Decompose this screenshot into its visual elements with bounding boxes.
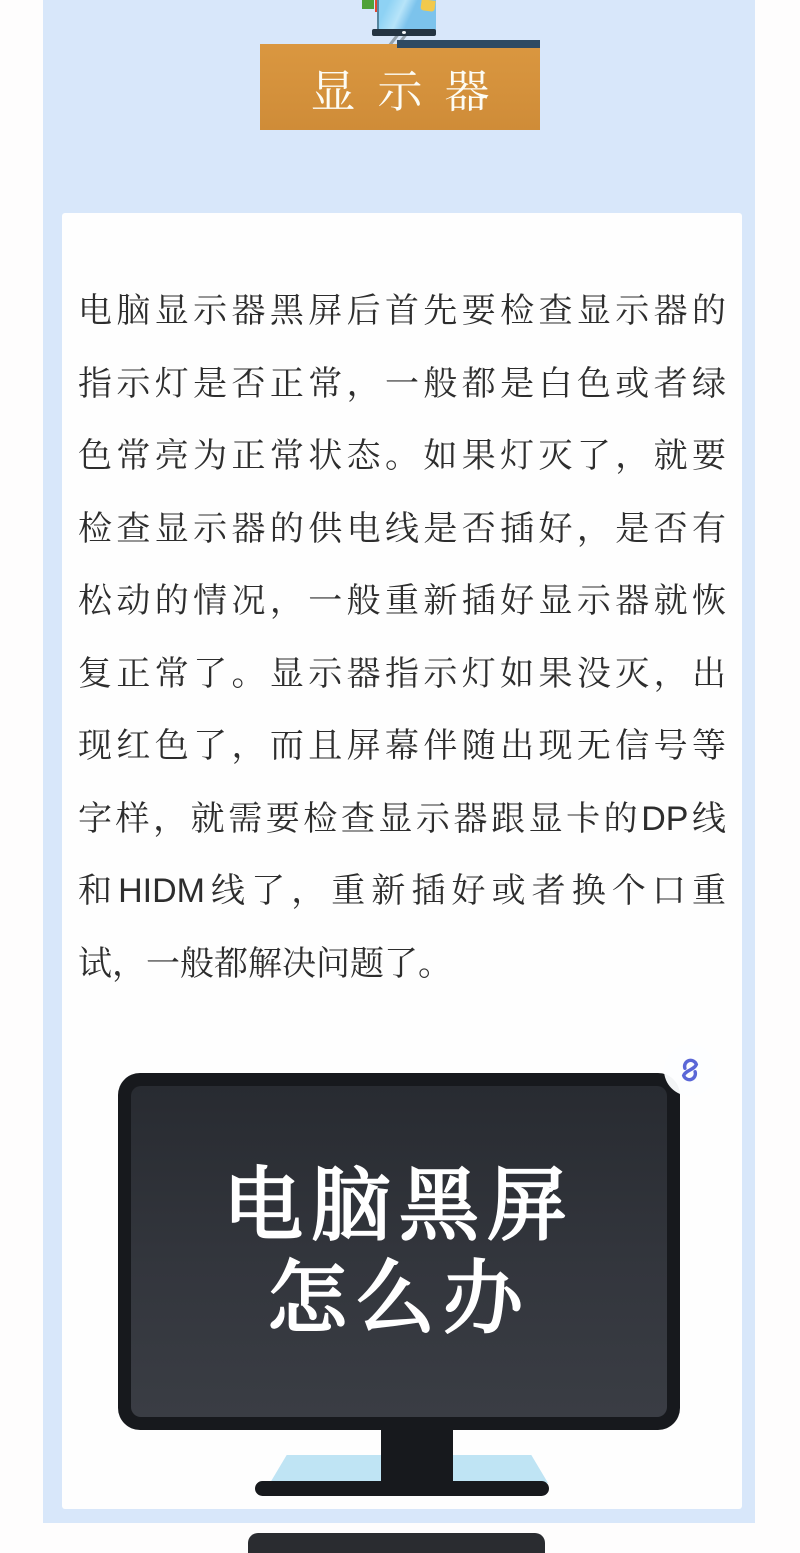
- monitor-screen: [131, 1086, 667, 1417]
- paragraph-line: 字样，就需要检查显示器跟显卡的DP线: [78, 799, 726, 838]
- section-title: 显示器: [310, 65, 512, 117]
- article-card: [62, 213, 742, 1509]
- article-paragraph: [78, 275, 726, 1000]
- section-banner: [260, 44, 540, 130]
- paragraph-line: 松动的情况，一般重新插好显示器就恢: [78, 582, 726, 620]
- color-tile-icon: [362, 0, 374, 9]
- paragraph-line: 试，一般都解决问题了。: [78, 944, 452, 983]
- paragraph-line: 电脑显示器黑屏后首先要检查显示器的: [78, 292, 726, 330]
- paragraph-line: 检查显示器的供电线是否插好，是否有: [78, 509, 726, 548]
- monitor-screen-text-line1: 电脑黑屏: [223, 1160, 575, 1250]
- monitor-stand-base: [255, 1481, 549, 1496]
- paragraph-line: 现红色了，而且屏幕伴随出现无信号等: [78, 727, 726, 765]
- next-article-image-partial[interactable]: [248, 1533, 545, 1553]
- paragraph-line: 和HIDM线了，重新插好或者换个口重: [78, 872, 726, 910]
- monitor-stand-neck: [381, 1430, 453, 1486]
- image-search-link-button[interactable]: [664, 1044, 716, 1096]
- monitor-screen-text-line2: 怎么办: [267, 1253, 531, 1343]
- sticky-note-icon: [420, 0, 435, 12]
- banner-shelf-line: [397, 40, 540, 48]
- mini-monitor-power-dot: [402, 31, 406, 34]
- paragraph-line: 色常亮为正常状态。如果灯灭了，就要: [78, 437, 726, 475]
- paragraph-line: 指示灯是否正常，一般都是白色或者绿: [78, 364, 726, 403]
- image-search-link-icon: [673, 1053, 707, 1087]
- paragraph-line: 复正常了。显示器指示灯如果没灭，出: [78, 654, 726, 693]
